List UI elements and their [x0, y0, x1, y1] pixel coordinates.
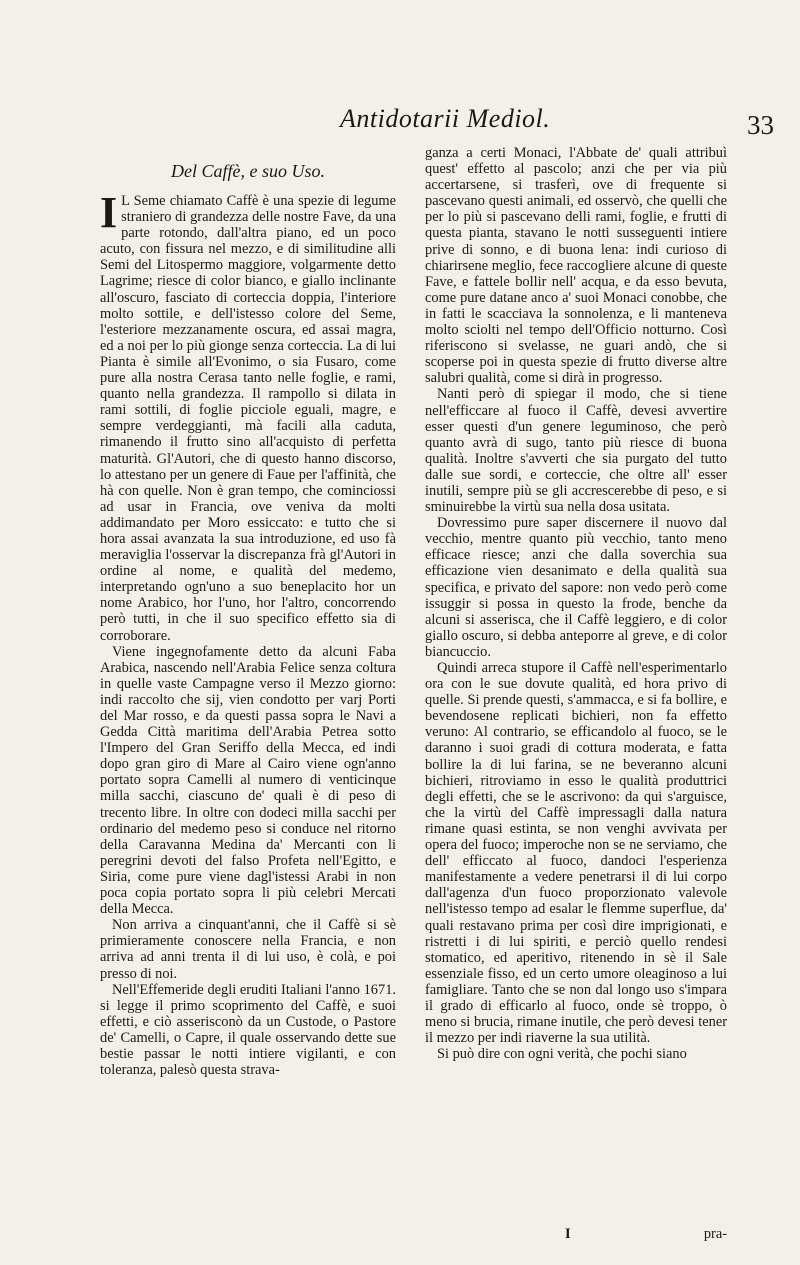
page-number: 33	[747, 110, 774, 140]
paragraph: Non arriva a cinquant'anni, che il Caffè si sè primieramente conoscere nella Francia, e non arriva ad anni trenta il di lui uso, è colà, e poi presso di noi.	[100, 917, 396, 982]
paragraph: Viene ingegnofamente detto da alcuni Faba Arabica, nascendo nell'Arabia Felice senza coltura in quelle vaste Campagne verso il Mezzo giorno: indi raccolto che sij, vien condotto per varj Porti del Mar rosso, e da questi passa sopra le Navi a Gedda Città maritima dell'Arabia Petrea sotto l'Impero del Gran Seriffo della Mecca, ed indi dopo gran giro di Mare al Cairo viene ogn'anno portato sopra Camelli al numero di venticinque milla sacchi, ciascuno de' quali è di peso di trecento libre. In oltre con dodeci milla sacchi per ordinario del medemo peso si conduce nel ritorno della Caravanna Medina da' Mercanti con li peregrini devoti del falso Profeta nell'Egitto, e Siria, come pure viene dagl'istessi Arabi in non poca copia portato sopra li più celebri Mercati della Mecca.	[100, 643, 396, 918]
signature-mark: I	[565, 1226, 571, 1242]
section-title: Del Caffè, e suo Uso.	[171, 161, 325, 181]
drop-cap: I	[100, 188, 118, 237]
right-column	[425, 145, 727, 1062]
catchword: pra-	[703, 1226, 727, 1242]
paragraph: Quindi arreca stupore il Caffè nell'esperimentarlo ora con le sue dovute qualità, ed hora privo di quelle. Si prende questi, s'ammacca, e si fa bollire, e bevendosene replicati bichieri, non fa effetto veruno: Al contrario, se efficandolo al fuoco, se le daranno i suoi gradi di cottura moderata, e fatta bollire la di lui farina, se ne beveranno alcuni bichieri, ritroviamo in esso le qualità produttrici degli effetti, che se le ascrivono: da qui s'arguisce, che la virtù del Caffè impressagli dalla natura rimane quasi estinta, se non venghi avvivata per opera del fuoco; imperoche non se ne serviamo, che dell' efficcato al fuoco, dandoci l'esperienza manifestamente a vedere penetrarsi il di lui corpo dall'agenza d'un fuoco proporzionato valevole nell'istesso tempo ad esalar le flemme superflue, da' quali restavano prima per così dire imprigionati, e ristretti i di lui spiriti, e perciò quello rendesi stomatico, ed aperitivo, ritenendo in sè il Sale essenziale fisso, ed un certo umore oleaginoso a lui famigliare. Tanto che se non dal longo uso s'impara il grado di efficarlo al fuoco, onde sè troppo, ò meno si brucia, rimane inutile, che però devesi tener il mezzo per indi riaverne la sua utilità.	[425, 660, 727, 1047]
paragraph: Nell'Effemeride degli eruditi Italiani l'anno 1671. si legge il primo scoprimento del Caffè, e suoi effetti, e ciò asserisconò da un Custode, o Pastore de' Camelli, o Capre, il quale osservando dette sue bestie passar le notti intiere vigilanti, e con toleranza, palesò questa strava-	[100, 981, 396, 1079]
running-title: Antidotarii Mediol.	[340, 104, 551, 133]
paragraph: I L Seme chiamato Caffè è una spezie di legume straniero di grandezza delle nostre Fave, da una parte rotondo, dall'altra piano, ed un poco acuto, con fissura nel mezzo, e di similitudine alli Semi del Litospermo maggiore, volgarmente detto Lagrime; riesce di color bianco, e giallo inclinante all'oscuro, fasciato di corteccia doppia, l'interiore molto sottile, e dell'istesso colore del Seme, l'esteriore mezzanamente oscura, ed assai magra, ed a noi per lo più gionge senza corteccia. La di lui Pianta è simile all'Evonimo, o sia Fusaro, come pure alla nostra Cerasa tanto nelle foglie, e rami, quanto nella grandezza. Il rampollo si dilata in rami sottili, di foglie picciole eguali, magre, e sempre verdeggianti, mà facili alla caduta, rimanendo il frutto sino all'acquisto di perfetta maturità. Gl'Autori, che di questo hanno discorso, lo attestano per un genere di Faue per l'affinità, che hà con quelle. Non è gran tempo, che cominciossi ad usar in Francia, ove veniva da molti addimandato per Moro essiccato: e tutto che si hora assai avanzata la sua introduzione, ed uso fà meraviglia l'osservar la discrepanza frà gl'Autori in ordine al nome, e qualità del medemo, interpretando ogn'uno a suo beneplacito hor un nome Arabico, hor l'uno, hor l'altro, concorrendo però tutti, in che il suo specifico effetto sia di corroborare.	[100, 188, 396, 644]
paragraph: ganza a certi Monaci, l'Abbate de' quali attribuì quest' effetto al pascolo; anzi che per via più accertarsene, si trasferì, ove di frequente si pascevano questi animali, ed osservò, che quelli che per lo più si pascevano delli rami, foglie, e frutti di questa pianta, stavano le notti susseguenti intiere prive di sonno, e di buona lena: indi curioso di chiarirsene meglio, fece raccogliere alcune di queste Fave, e fattele bollir nell' acqua, e da esso bevuta, come pure datane anco a' suoi Monaci conobbe, che in fatti le scacciava la sonnolenza, e li manteneva molto sciolti nel tempo dell'Officio notturno. Così riferiscono si svelasse, ne guari andò, che si scoperse poi in questa spezie di frutto diverse altre salubri qualità, come si dirà in progresso.	[425, 145, 727, 387]
left-column	[100, 145, 396, 1078]
paragraph: Si può dire con ogni verità, che pochi siano	[437, 1046, 687, 1063]
paragraph: Nanti però di spiegar il modo, che si tiene nell'efficcare al fuoco il Caffè, devesi avvertire esser questi d'un genere leguminoso, che però quanto avrà di sugo, tanto più riesce di buona qualità. Inoltre s'avverti che sia purgato del tutto dalle sue sordi, e corteccie, che oltre all' esser inutili, sempre più se gli accrescerebbe di peso, e si sminuirebbe la virtù sua nella dosa usitata.	[425, 386, 727, 516]
paragraph: Dovressimo pure saper discernere il nuovo dal vecchio, mentre quanto più vecchio, tanto meno efficace riesce; anzi che dalla soverchia sua efficazione vien desanimato e della qualità sua specifica, e privato del sapore: non vedo però come issuggir si possa in questo la frode, benche da alcuni si asserisca, che il Caffè leggiero, e di color giallo oscuro, si debba anteporre al greve, e di color biancuccio.	[425, 515, 727, 660]
